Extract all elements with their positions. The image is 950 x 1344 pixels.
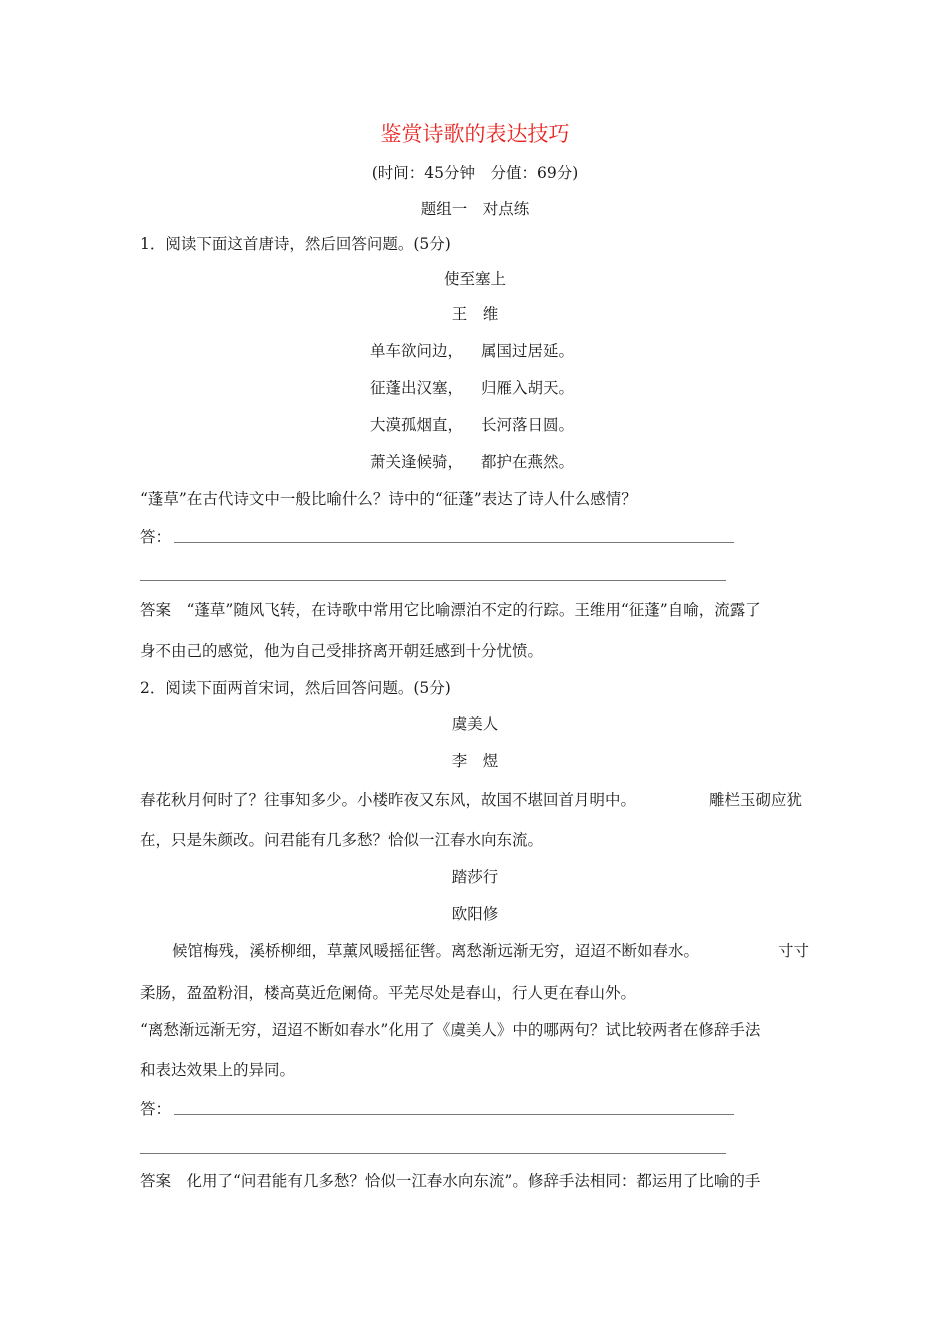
- ci-title: 踏莎行: [451, 868, 499, 886]
- answer-blank-line[interactable]: [174, 1114, 734, 1115]
- ci-author: 欧阳修: [451, 905, 499, 923]
- poem-line: [370, 415, 574, 435]
- ci-text-line: 候馆梅残，溪桥柳细，草薰风暖摇征辔。离愁渐远渐无穷，迢迢不断如春水。: [172, 942, 700, 960]
- answer-text: 身不由己的感觉，他为自己受排挤离开朝廷感到十分忧愤。: [140, 642, 544, 660]
- answer-text: 答案 化用了“问君能有几多愁？恰似一江春水向东流”。修辞手法相同：都运用了比喻的手: [140, 1172, 761, 1190]
- question-2-stem: 2．阅读下面两首宋词，然后回答问题。(5分): [140, 679, 451, 697]
- question-1-prompt: “蓬草”在古代诗文中一般比喻什么？诗中的“征蓬”表达了诗人什么感情？: [140, 490, 637, 508]
- question-2-prompt: “离愁渐远渐无穷，迢迢不断如春水”化用了《虞美人》中的哪两句？试比较两者在修辞手法: [140, 1021, 761, 1039]
- section-heading: 题组一 对点练: [420, 200, 530, 218]
- poem-half-line: 萧关逢候骑，: [370, 453, 464, 471]
- ci-text-line: 柔肠，盈盈粉泪，楼高莫近危阑倚。平芜尽处是春山，行人更在春山外。: [140, 984, 637, 1002]
- poem-half-line: 都护在燕然。: [481, 453, 575, 471]
- question-1-stem: 1．阅读下面这首唐诗，然后回答问题。(5分): [140, 235, 451, 253]
- answer-blank-line[interactable]: [140, 1153, 726, 1154]
- answer-label: 答：: [140, 1100, 172, 1118]
- poem-half-line: 归雁入胡天。: [481, 379, 575, 397]
- poem-line: [370, 452, 574, 472]
- page-title: 鉴赏诗歌的表达技巧: [380, 122, 570, 146]
- poem-line: [370, 341, 574, 361]
- poem-title: 使至塞上: [443, 270, 506, 288]
- page-subtitle: (时间：45分钟 分值：69分): [371, 164, 579, 182]
- poem-half-line: 大漠孤烟直，: [370, 416, 464, 434]
- ci-text-line: 寸寸: [778, 942, 810, 960]
- ci-author: 李 煜: [451, 752, 499, 770]
- answer-label: 答：: [140, 528, 172, 546]
- ci-title: 虞美人: [451, 715, 499, 733]
- answer-text: 答案 “蓬草”随风飞转，在诗歌中常用它比喻漂泊不定的行踪。王维用“征蓬”自喻，流露了: [140, 601, 761, 619]
- ci-text-line: 在，只是朱颜改。问君能有几多愁？恰似一江春水向东流。: [140, 831, 544, 849]
- poem-half-line: 单车欲问边，: [370, 342, 464, 360]
- question-2-prompt: 和表达效果上的异同。: [140, 1061, 296, 1079]
- answer-blank-line[interactable]: [140, 580, 726, 581]
- answer-blank-line[interactable]: [174, 542, 734, 543]
- poem-half-line: 属国过居延。: [481, 342, 575, 360]
- poem-half-line: 长河落日圆。: [481, 416, 575, 434]
- ci-text-line: 雕栏玉砌应犹: [709, 791, 803, 809]
- poem-author: 王 维: [451, 305, 499, 323]
- ci-text-line: 春花秋月何时了？往事知多少。小楼昨夜又东风，故国不堪回首月明中。: [140, 791, 637, 809]
- poem-half-line: 征蓬出汉塞，: [370, 379, 464, 397]
- poem-line: [370, 378, 574, 398]
